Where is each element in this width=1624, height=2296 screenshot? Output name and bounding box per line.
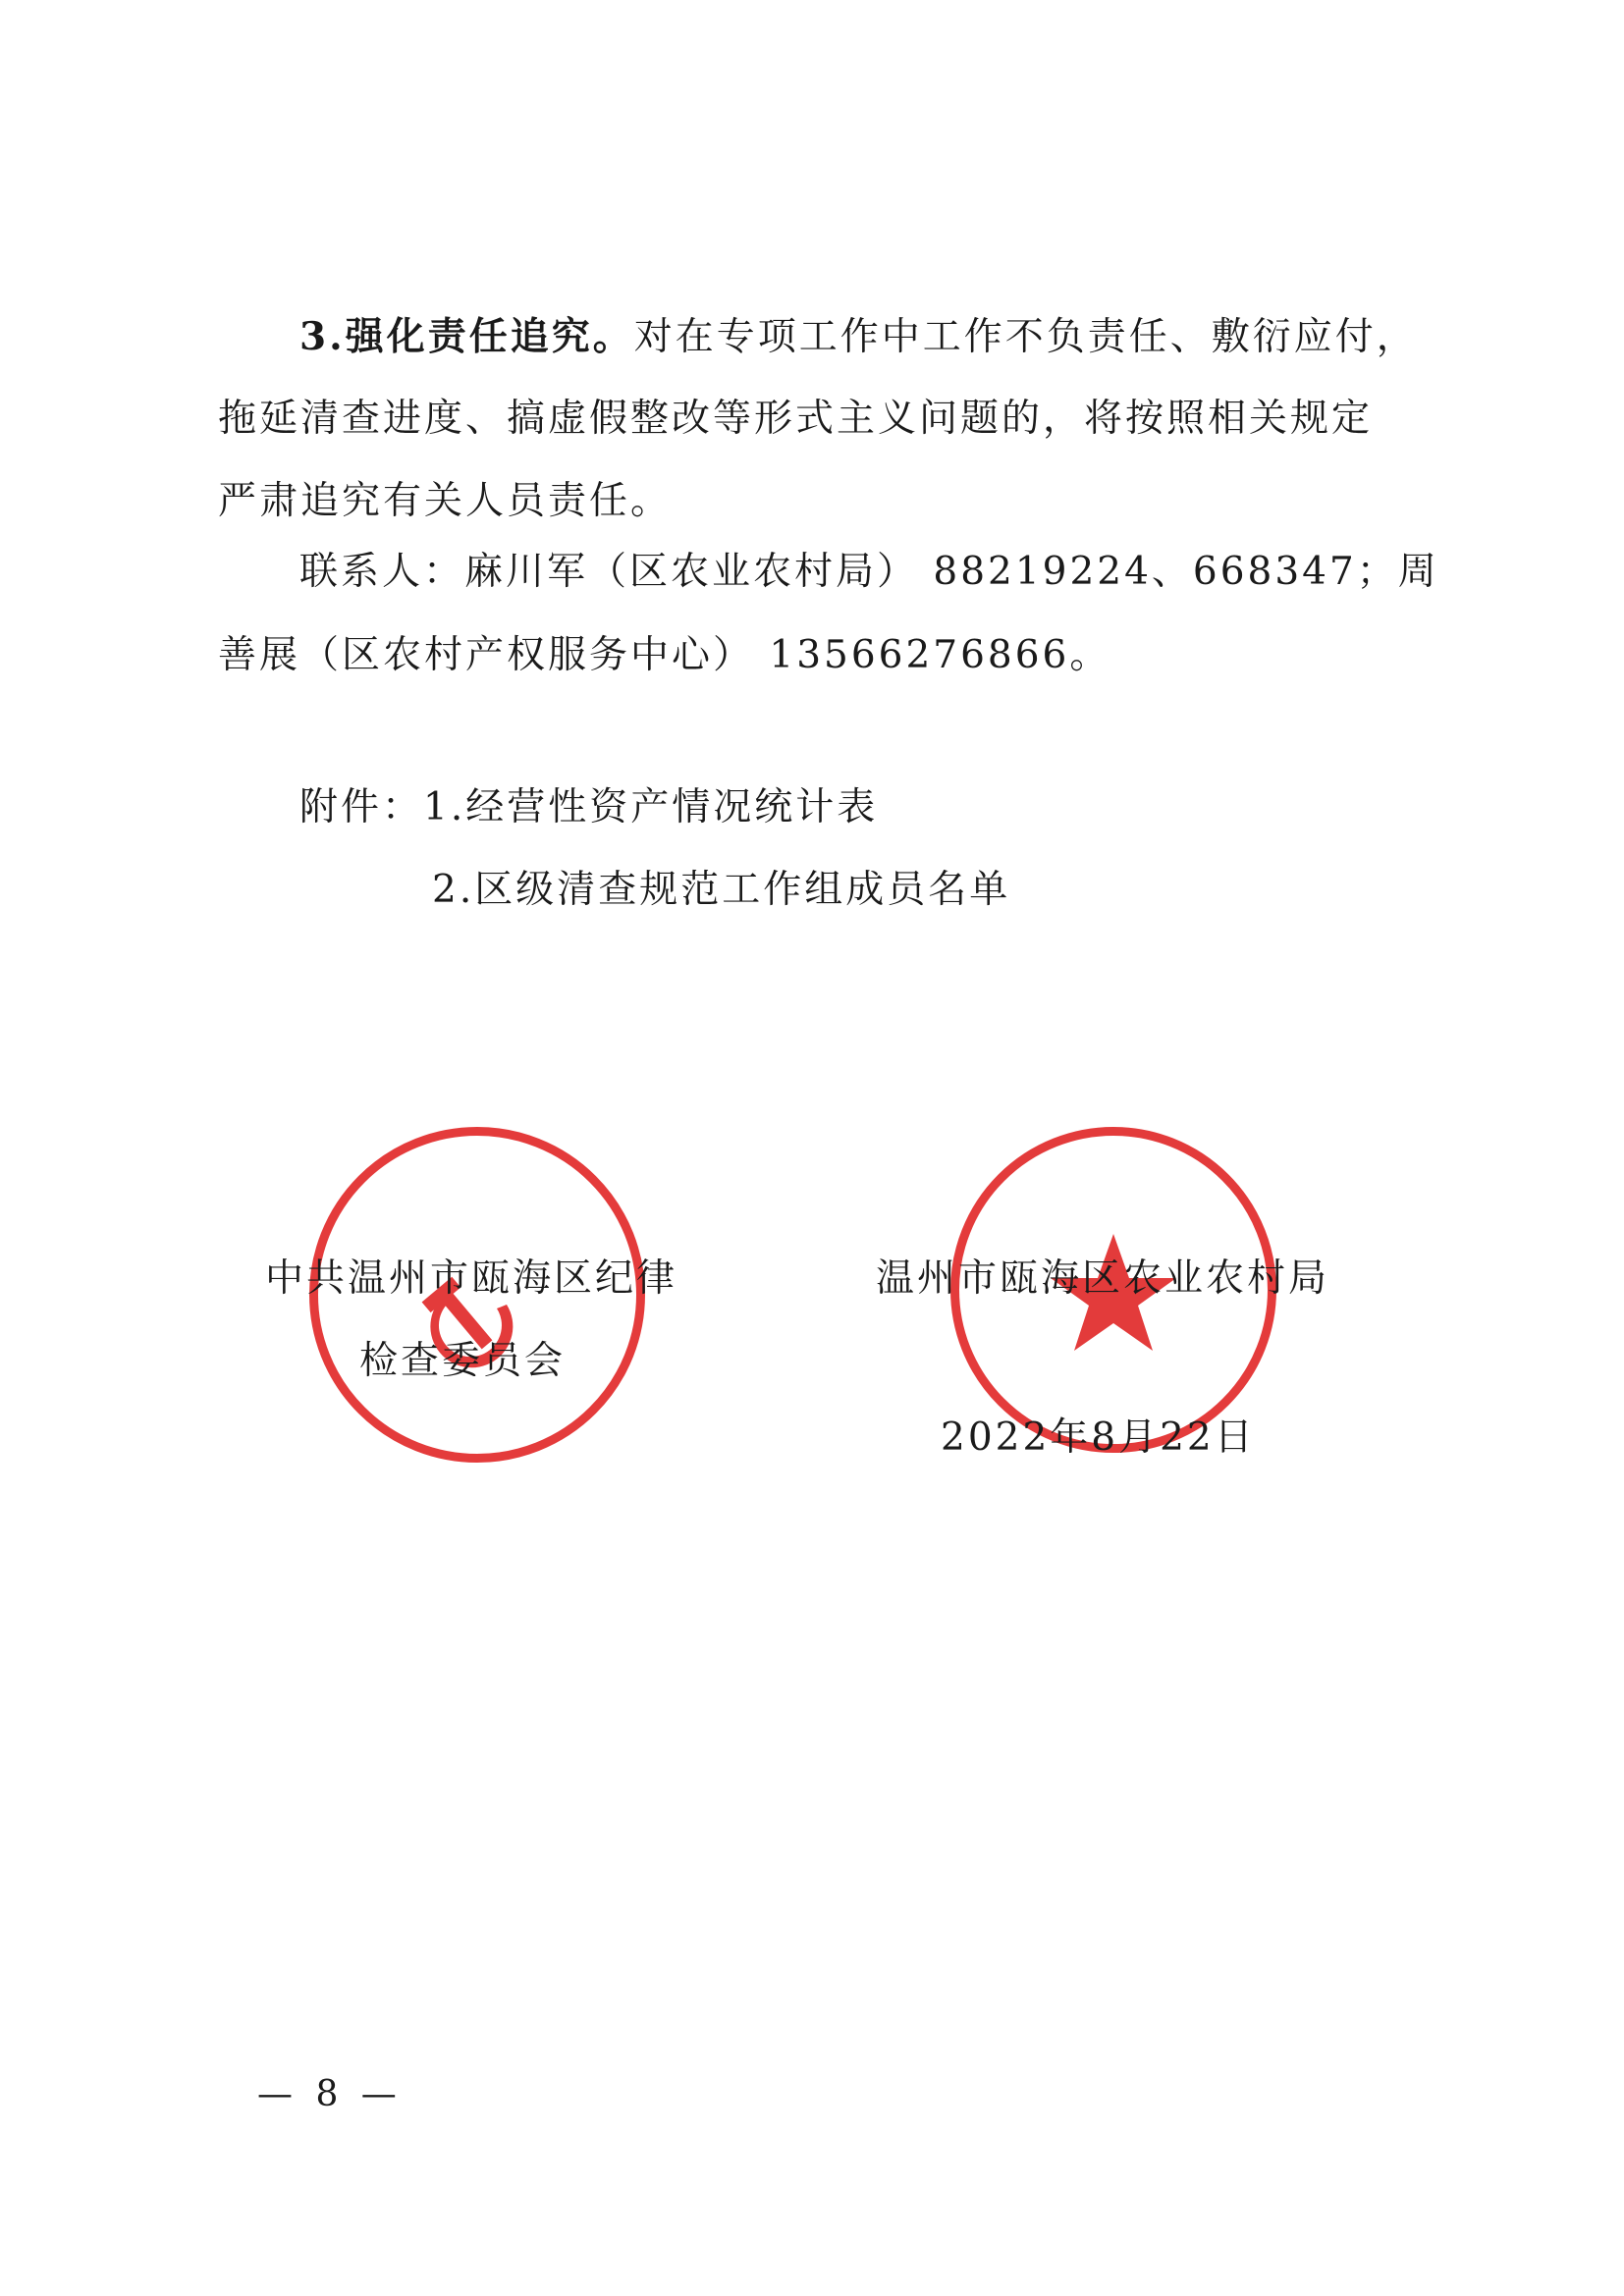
signatory-left-line-2: 检查委员会: [359, 1339, 567, 1383]
paragraph-line-3: 严肃追究有关人员责任。: [218, 479, 673, 523]
attachment-item-1: 附件：1.经营性资产情况统计表: [299, 785, 879, 829]
section-heading: 3.强化责任追究。: [299, 314, 634, 359]
signatory-left-line-1: 中共温州市瓯海区纪律: [265, 1256, 678, 1301]
signatory-right: 温州市瓯海区农业农村局: [876, 1256, 1330, 1301]
contact-line-1: 联系人：麻川军（区农业农村局） 88219224、668347；周: [299, 550, 1439, 594]
issue-date: 2022年8月22日: [941, 1415, 1256, 1460]
paragraph-line-2: 拖延清查进度、搞虚假整改等形式主义问题的，将按照相关规定: [218, 397, 1374, 441]
paragraph-line-1: [299, 312, 1418, 362]
attachment-item-2: 2.区级清查规范工作组成员名单: [432, 868, 1011, 912]
page-number: — 8 —: [257, 2074, 403, 2114]
contact-line-2: 善展（区农村产权服务中心） 13566276866。: [218, 633, 1111, 677]
paragraph-text: 对在专项工作中工作不负责任、敷衍应付，: [633, 315, 1418, 359]
